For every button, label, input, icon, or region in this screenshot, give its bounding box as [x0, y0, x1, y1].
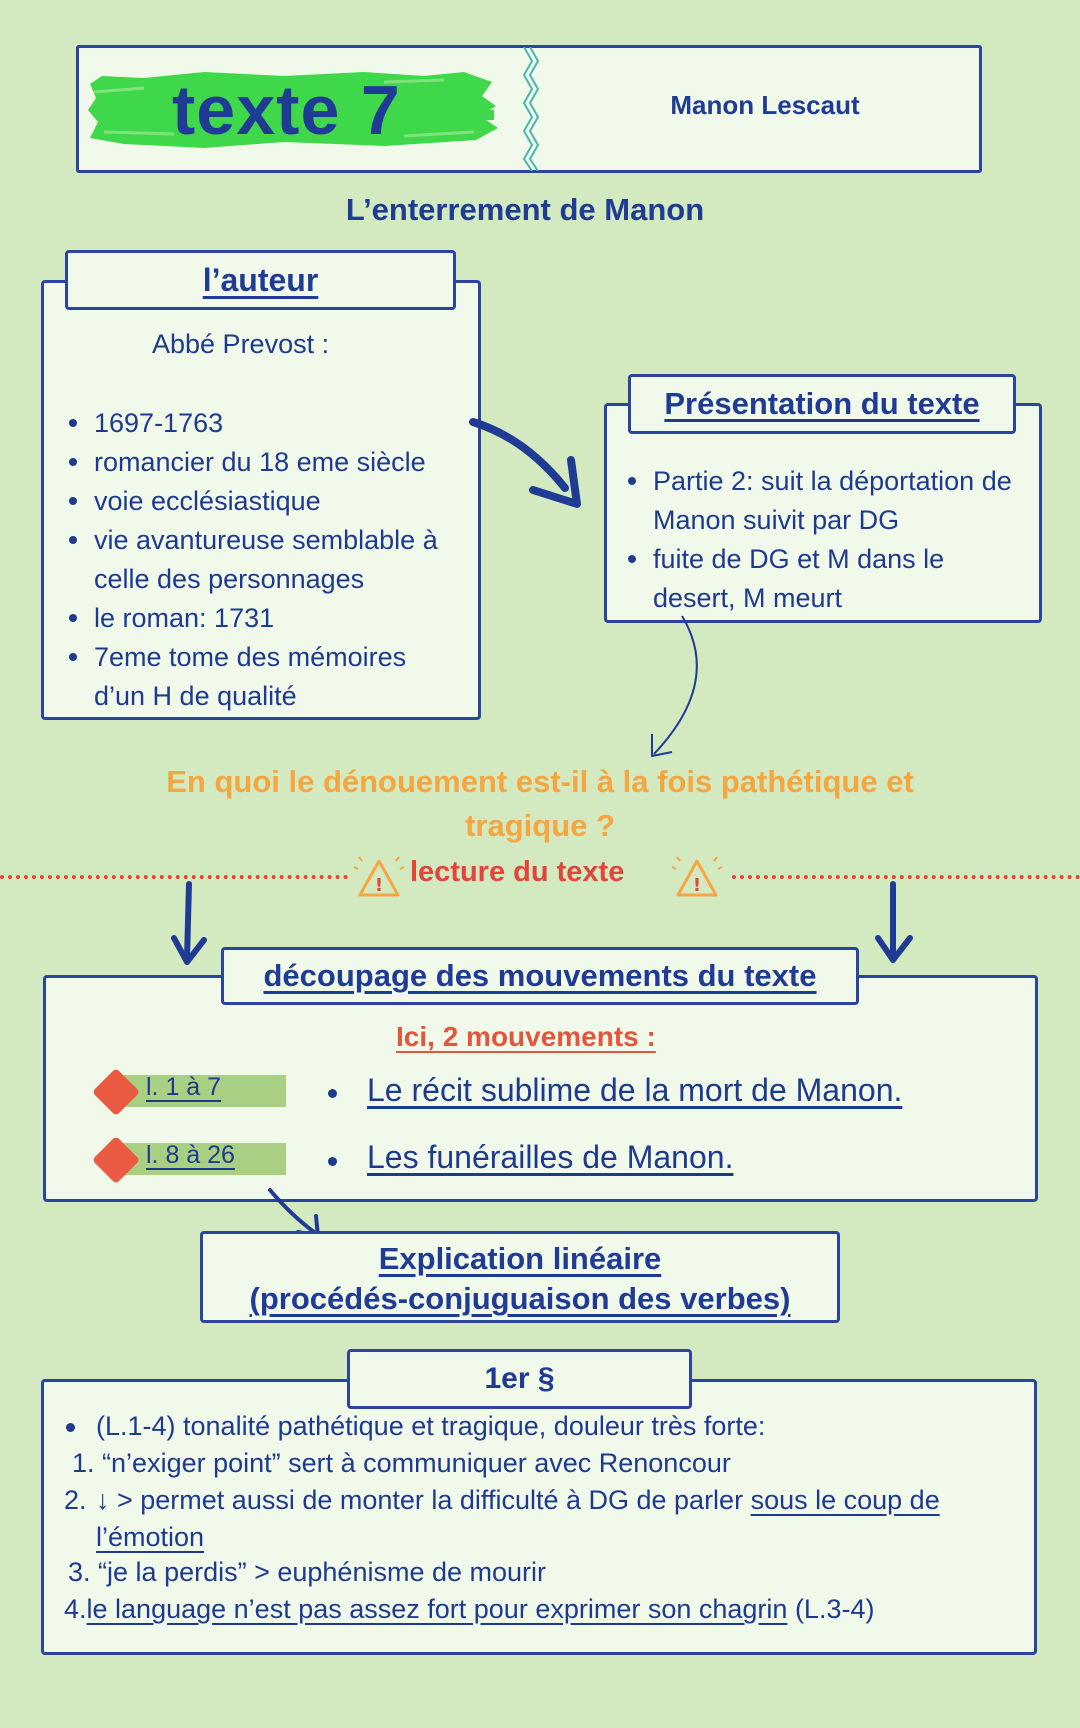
- presentation-item: Partie 2: suit la déportation de Manon suivit par DG: [623, 462, 1033, 540]
- movement-description: Le récit sublime de la mort de Manon.: [367, 1072, 903, 1108]
- arrow-to-presentation-icon: [465, 410, 595, 510]
- author-panel-title: [65, 250, 456, 310]
- movements-panel-title: [221, 947, 859, 1005]
- author-fact: vie avantureuse semblable à celle des personnages: [64, 521, 464, 599]
- warning-icon: [354, 853, 404, 903]
- item-text: “je la perdis” > euphénisme de mourir: [98, 1557, 547, 1587]
- down-arrow-right-icon: [870, 880, 920, 972]
- presentation-list: [623, 462, 1033, 618]
- movements-title-text: découpage des mouvements du texte: [263, 958, 817, 993]
- author-name: Abbé Prevost :: [152, 329, 330, 359]
- item-emphasis: sous le coup de l’émotion: [96, 1485, 940, 1552]
- section-1-title: [347, 1349, 692, 1409]
- thin-arrow-to-question-icon: [640, 612, 720, 762]
- numbered-item-1: [72, 1445, 731, 1482]
- bullet-dot: [328, 1157, 337, 1166]
- numbered-item-2-text: [96, 1482, 1016, 1556]
- line-range-tag: l. 8 à 26: [146, 1141, 235, 1169]
- page-title: L’enterrement de Manon: [345, 192, 705, 227]
- author-fact: 1697-1763: [64, 404, 464, 443]
- presentation-title-text: Présentation du texte: [664, 386, 980, 421]
- line-range-tag: l. 1 à 7: [146, 1073, 222, 1101]
- book-title: Manon Lescaut: [670, 90, 860, 120]
- item-number: 1.: [72, 1448, 95, 1478]
- author-title-text: l’auteur: [202, 262, 319, 298]
- bullet-dot: [66, 1423, 75, 1432]
- presentation-panel: [604, 403, 1042, 623]
- numbered-item-2: [64, 1482, 87, 1519]
- item-text: (L.3-4): [787, 1594, 875, 1624]
- item-text: ↓ > permet aussi de monter la difficulté à DG de parler: [96, 1485, 751, 1515]
- warning-glyph: !: [692, 875, 702, 896]
- bullet-dot: [328, 1089, 337, 1098]
- section-1-summary: (L.1-4) tonalité pathétique et tragique, douleur très forte:: [96, 1411, 766, 1441]
- author-panel: [41, 280, 481, 720]
- dotted-separator-left: [0, 875, 348, 879]
- movements-panel: [43, 975, 1038, 1202]
- author-facts-list: [64, 404, 464, 716]
- presentation-panel-title: [628, 374, 1016, 434]
- explication-subtitle: (procédés-conjuguaison des verbes): [249, 1281, 791, 1316]
- item-emphasis: le language n’est pas assez fort pour exprimer son chagrin: [86, 1594, 788, 1624]
- author-fact: le roman: 1731: [64, 599, 464, 638]
- author-fact: 7eme tome des mémoires d’un H de qualité: [64, 638, 464, 716]
- dotted-separator-right: [732, 875, 1080, 879]
- presentation-item: fuite de DG et M dans le desert, M meurt: [623, 540, 1033, 618]
- problem-question: En quoi le dénouement est-il à la fois pathétique et tragique ?: [166, 764, 914, 843]
- text-number-badge: texte 7: [172, 71, 401, 149]
- numbered-item-4: [64, 1591, 874, 1628]
- item-number: 4.: [64, 1594, 87, 1624]
- section-1-panel: [41, 1379, 1037, 1655]
- numbered-item-3: [68, 1554, 546, 1591]
- item-text: “n’exiger point” sert à communiquer avec Renoncour: [102, 1448, 731, 1478]
- explication-box: [200, 1231, 840, 1323]
- zigzag-divider: [516, 47, 546, 171]
- author-fact: romancier du 18 eme siècle: [64, 443, 464, 482]
- item-number: 3.: [68, 1557, 91, 1587]
- movements-subtitle: Ici, 2 mouvements :: [396, 1021, 656, 1052]
- warning-glyph: !: [374, 875, 384, 896]
- movement-description: Les funérailles de Manon.: [367, 1139, 734, 1175]
- warning-icon: [672, 853, 722, 903]
- down-arrow-left-icon: [170, 880, 220, 972]
- explication-title: Explication linéaire: [378, 1241, 662, 1276]
- item-number: 2.: [64, 1485, 87, 1515]
- reading-label: lecture du texte: [410, 856, 625, 888]
- author-fact: voie ecclésiastique: [64, 482, 464, 521]
- section-1-title-text: 1er §: [484, 1362, 555, 1395]
